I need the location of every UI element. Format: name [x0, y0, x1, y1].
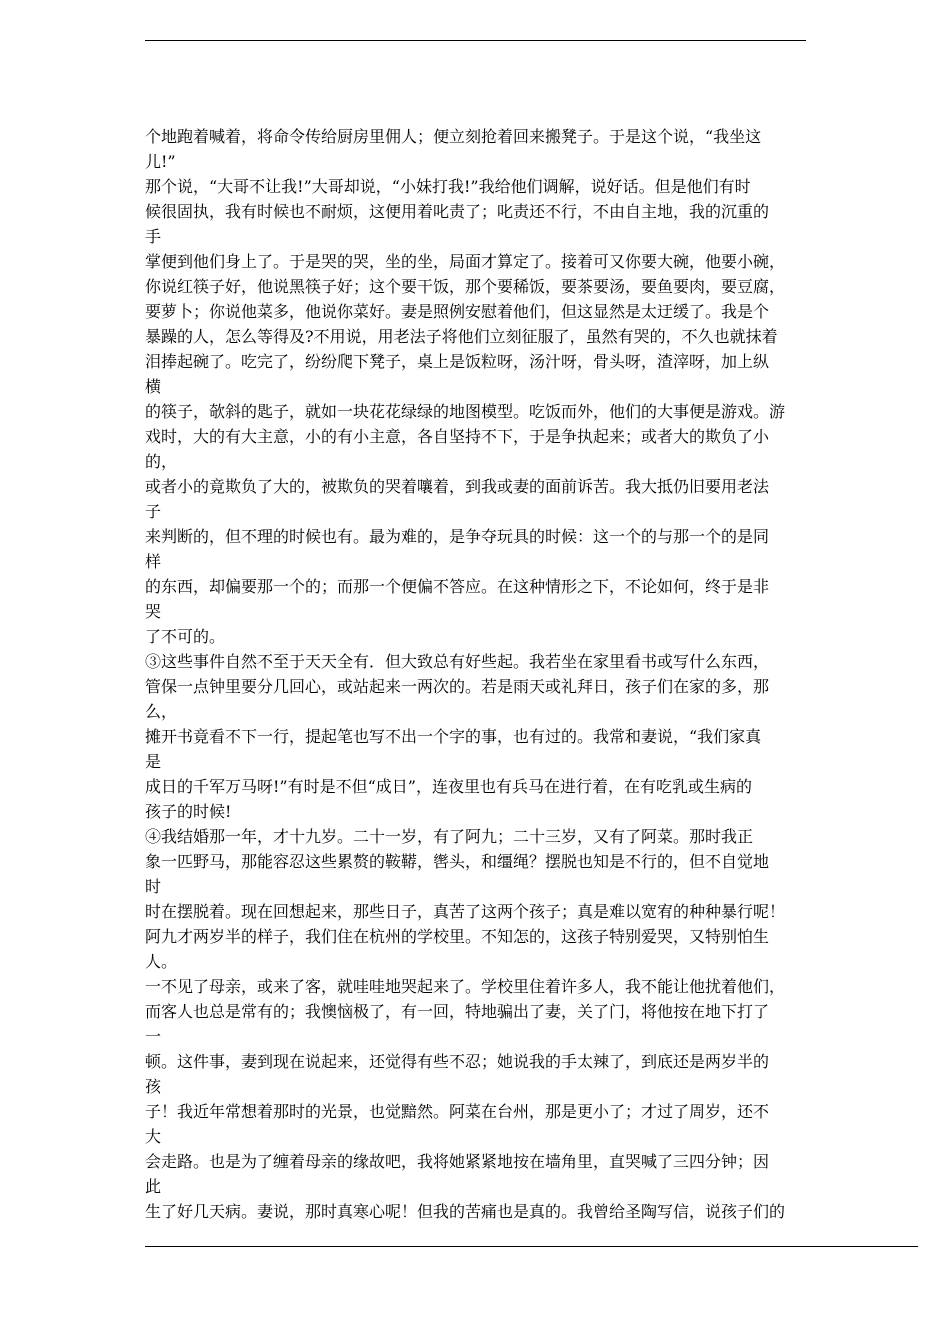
text-line: 哭	[145, 602, 162, 621]
text-line: 顿。这件事，妻到现在说起来，还觉得有些不忍；她说我的手太辣了，到底还是两岁半的	[145, 1052, 770, 1071]
paragraph-3-start: ③这些事件自然不至于天天全有．但大致总有好些起。我若坐在家里看书或写什么东西，	[145, 652, 770, 671]
text-line: 你说红筷子好，他说黑筷子好；这个要干饭，那个要稀饭，要茶要汤，要鱼要肉，要豆腐，	[145, 277, 786, 296]
text-line: 大	[145, 1127, 162, 1146]
footer-rule	[145, 1246, 918, 1247]
text-line: 摊开书竟看不下一行，提起笔也写不出一个字的事，也有过的。我常和妻说，“我们家真	[145, 727, 762, 746]
text-line: 阿九才两岁半的样子，我们住在杭州的学校里。不知怎的，这孩子特别爱哭，又特别怕生	[145, 927, 770, 946]
text-line: 管保一点钟里要分几回心，或站起来一两次的。若是雨天或礼拜日，孩子们在家的多，那	[145, 677, 770, 696]
document-body	[145, 124, 810, 1224]
text-line: 时在摆脱着。现在回想起来，那些日子，真苦了这两个孩子；真是难以宽宥的种种暴行呢！	[145, 902, 786, 921]
text-line: 成日的千军万马呀!”有时是不但“成日”，连夜里也有兵马在进行着，在有吃乳或生病的	[145, 777, 752, 796]
text-line: 或者小的竟欺负了大的，被欺负的哭着嚷着，到我或妻的面前诉苦。我大抵仍旧要用老法	[145, 477, 770, 496]
text-line: 是	[145, 752, 162, 771]
text-line: 那个说，“大哥不让我!”大哥却说，“小妹打我!”我给他们调解，说好话。但是他们有时	[145, 177, 751, 196]
text-line: 时	[145, 877, 162, 896]
text-line: 泪捧起碗了。吃完了，纷纷爬下凳子，桌上是饭粒呀，汤汁呀，骨头呀，渣滓呀，加上纵	[145, 352, 770, 371]
text-line: 的，	[145, 452, 178, 471]
text-line: 孩	[145, 1077, 162, 1096]
text-line: 了不可的。	[145, 627, 226, 646]
text-line: 个地跑着喊着，将命令传给厨房里佣人；便立刻抢着回来搬凳子。于是这个说，“我坐这	[145, 127, 762, 146]
text-line: 的筷子，欹斜的匙子，就如一块花花绿绿的地图模型。吃饭而外，他们的大事便是游戏。游	[145, 402, 786, 421]
text-line: 子！我近年常想着那时的光景，也觉黯然。阿菜在台州，那是更小了；才过了周岁，还不	[145, 1102, 770, 1121]
text-line: 象一匹野马，那能容忍这些累赘的鞍鞯，辔头，和缰绳？摆脱也知是不行的，但不自觉地	[145, 852, 770, 871]
text-line: 子	[145, 502, 162, 521]
text-line: 一	[145, 1027, 162, 1046]
text-line: 么，	[145, 702, 178, 721]
text-line: 暴躁的人，怎么等得及?不用说，用老法子将他们立刻征服了，虽然有哭的，不久也就抹着	[145, 327, 778, 346]
text-line: 会走路。也是为了缠着母亲的缘故吧，我将她紧紧地按在墙角里，直哭喊了三四分钟；因	[145, 1152, 770, 1171]
text-line: 此	[145, 1177, 162, 1196]
paragraph-4-start: ④我结婚那一年，才十九岁。二十一岁，有了阿九；二十三岁，又有了阿菜。那时我正	[145, 827, 754, 846]
text-line: 的东西，却偏要那一个的；而那一个便偏不答应。在这种情形之下，不论如何，终于是非	[145, 577, 770, 596]
text-line: 样	[145, 552, 162, 571]
text-line: 一不见了母亲，或来了客，就哇哇地哭起来了。学校里住着许多人，我不能让他扰着他们，	[145, 977, 786, 996]
text-line: 横	[145, 377, 162, 396]
text-line: 来判断的，但不理的时候也有。最为难的，是争夺玩具的时候：这一个的与那一个的是同	[145, 527, 770, 546]
text-line: 掌便到他们身上了。于是哭的哭，坐的坐，局面才算定了。接着可又你要大碗，他要小碗，	[145, 252, 786, 271]
text-line: 人。	[145, 952, 178, 971]
header-rule	[145, 40, 806, 41]
text-line: 戏时，大的有大主意，小的有小主意，各自坚持不下，于是争执起来；或者大的欺负了小	[145, 427, 770, 446]
text-line: 要萝卜；你说他菜多，他说你菜好。妻是照例安慰着他们，但这显然是太迂缓了。我是个	[145, 302, 770, 321]
text-line: 候很固执，我有时候也不耐烦，这便用着叱责了；叱责还不行，不由自主地，我的沉重的	[145, 202, 770, 221]
text-line: 手	[145, 227, 162, 246]
text-line: 而客人也总是常有的；我懊恼极了，有一回，特地骗出了妻，关了门，将他按在地下打了	[145, 1002, 770, 1021]
text-line: 孩子的时候!	[145, 802, 232, 821]
text-line: 生了好几天病。妻说，那时真寒心呢！但我的苦痛也是真的。我曾给圣陶写信，说孩子们的	[145, 1202, 786, 1221]
text-line: 儿!”	[145, 152, 176, 171]
